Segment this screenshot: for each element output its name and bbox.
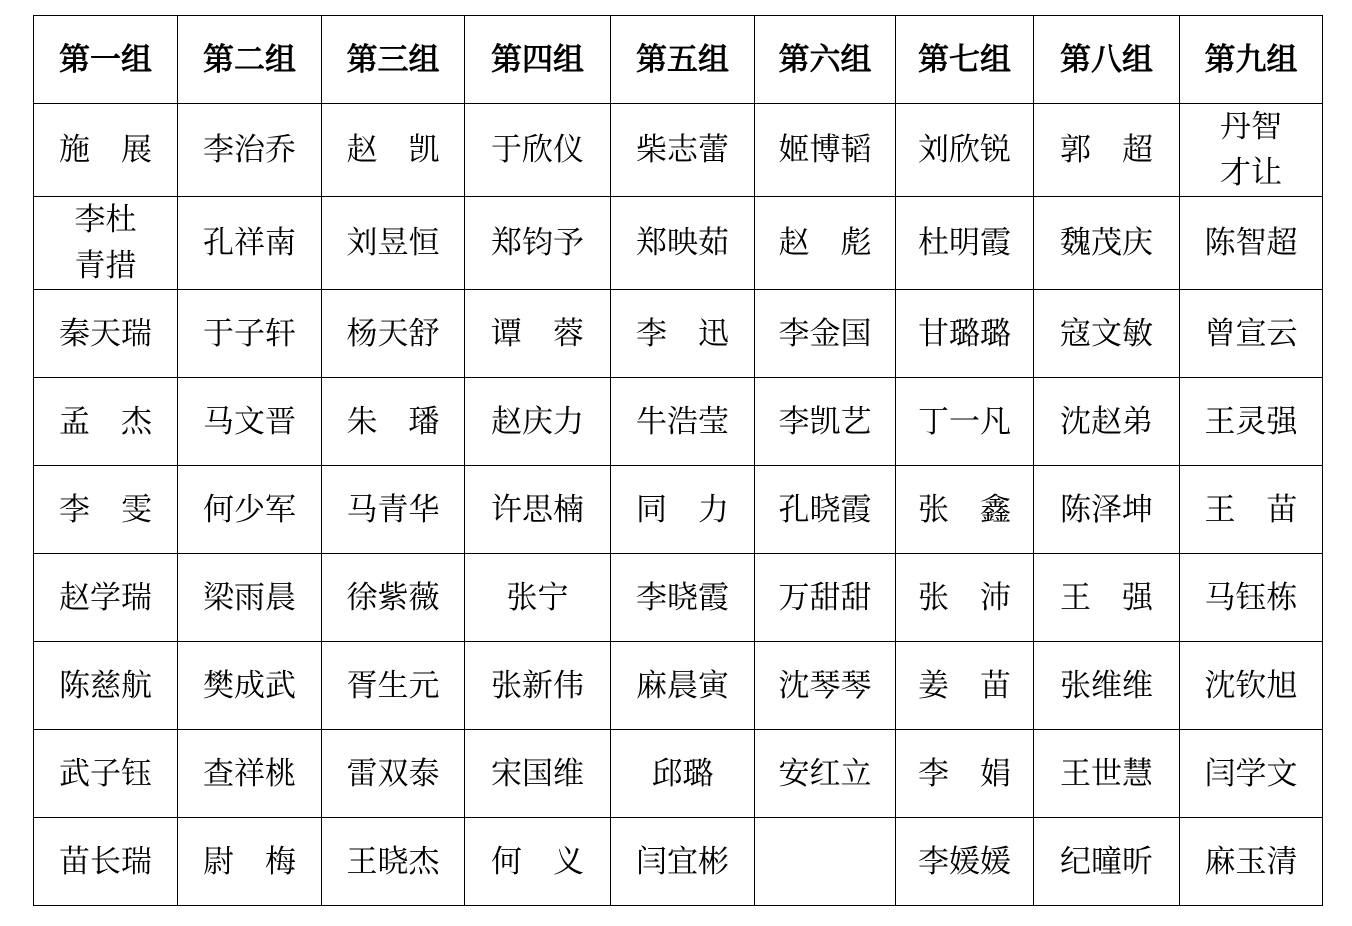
member-name: 雷双泰: [346, 755, 440, 792]
name-cell: [755, 730, 896, 818]
member-name: 张维维: [1060, 667, 1153, 704]
member-name: 何少军: [203, 491, 296, 528]
member-name: 沈琴琴: [778, 667, 872, 704]
member-name: 丹智 才让: [1220, 109, 1282, 191]
member-name: 孔祥南: [203, 225, 296, 261]
member-name: 张宁: [506, 579, 569, 616]
name-cell: [178, 642, 322, 730]
table-row: [34, 818, 1323, 906]
member-name: 郑映茹: [636, 225, 729, 261]
member-name: 闫学文: [1204, 755, 1298, 792]
group-roster-table: [33, 15, 1323, 906]
name-cell: [1180, 104, 1323, 197]
name-cell: [1180, 730, 1323, 818]
member-name: 何 义: [491, 843, 584, 880]
name-cell: [611, 290, 755, 378]
group-header-label: 第九组: [1204, 41, 1298, 78]
header-row: [34, 16, 1323, 104]
name-cell: [322, 378, 465, 466]
name-cell: [1034, 290, 1180, 378]
name-cell: [322, 642, 465, 730]
name-cell: [178, 378, 322, 466]
member-name: 李治乔: [203, 132, 296, 168]
member-name: 许思楠: [491, 491, 584, 528]
table-row: [34, 197, 1323, 290]
name-cell: [1180, 466, 1323, 554]
member-name: 甘璐璐: [918, 315, 1011, 352]
name-cell: [178, 818, 322, 906]
member-name: 李晓霞: [636, 579, 729, 616]
name-cell: [322, 730, 465, 818]
name-cell: [611, 378, 755, 466]
name-cell: [1034, 104, 1180, 197]
name-cell: [1034, 818, 1180, 906]
name-cell: [465, 466, 611, 554]
member-name: 孔晓霞: [778, 491, 872, 528]
group-header: [755, 16, 896, 104]
name-cell: [34, 378, 178, 466]
name-cell: [896, 104, 1034, 197]
name-cell: [896, 197, 1034, 290]
member-name: 宋国维: [491, 755, 584, 792]
name-cell: [1180, 554, 1323, 642]
member-name: 沈钦旭: [1204, 667, 1298, 704]
group-header-label: 第七组: [918, 41, 1011, 78]
member-name: 李杜 青措: [74, 202, 137, 284]
table-row: [34, 378, 1323, 466]
name-cell: [611, 818, 755, 906]
name-cell: [178, 554, 322, 642]
member-name: 牛浩莹: [636, 403, 729, 440]
member-name: 刘欣锐: [918, 132, 1011, 168]
member-name: 陈智超: [1204, 225, 1298, 261]
name-cell: [611, 104, 755, 197]
member-name: 李凯艺: [778, 403, 872, 440]
member-name: 梁雨晨: [203, 579, 296, 616]
name-cell: [34, 466, 178, 554]
member-name: 王晓杰: [346, 843, 440, 880]
name-cell: [1180, 818, 1323, 906]
name-cell: [178, 466, 322, 554]
name-cell: [322, 197, 465, 290]
name-cell: [465, 197, 611, 290]
name-cell: [896, 554, 1034, 642]
group-header: [465, 16, 611, 104]
name-cell: [896, 378, 1034, 466]
name-cell: [178, 290, 322, 378]
group-header: [322, 16, 465, 104]
name-cell: [34, 197, 178, 290]
name-cell: [34, 290, 178, 378]
name-cell: [755, 466, 896, 554]
name-cell: [896, 466, 1034, 554]
name-cell: [755, 197, 896, 290]
member-name: 魏茂庆: [1060, 225, 1153, 261]
name-cell: [322, 466, 465, 554]
member-name: 寇文敏: [1060, 315, 1153, 352]
table-row: [34, 104, 1323, 197]
name-cell: [755, 554, 896, 642]
name-cell: [322, 554, 465, 642]
name-cell: [322, 290, 465, 378]
member-name: 沈赵弟: [1060, 403, 1153, 440]
member-name: 武子钰: [59, 755, 152, 792]
group-header-label: 第六组: [778, 41, 872, 78]
name-cell: [896, 290, 1034, 378]
member-name: 苗长瑞: [59, 843, 152, 880]
member-name: 赵 凯: [346, 132, 440, 168]
table-row: [34, 290, 1323, 378]
member-name: 万甜甜: [778, 579, 872, 616]
member-name: 闫宜彬: [636, 843, 729, 880]
name-cell: [465, 378, 611, 466]
member-name: 邱璐: [651, 755, 714, 792]
member-name: 纪曈昕: [1060, 843, 1153, 880]
member-name: 郑钧予: [491, 225, 584, 261]
member-name: 徐紫薇: [346, 579, 440, 616]
member-name: 李 娟: [918, 755, 1011, 792]
table-row: [34, 730, 1323, 818]
member-name: 施 展: [59, 132, 152, 168]
member-name: 麻玉清: [1204, 843, 1298, 880]
group-header: [611, 16, 755, 104]
group-header: [1034, 16, 1180, 104]
member-name: 李 雯: [59, 491, 152, 528]
member-name: 于欣仪: [491, 132, 584, 168]
member-name: 张新伟: [491, 667, 584, 704]
name-cell: [1034, 378, 1180, 466]
member-name: 杨天舒: [346, 315, 440, 352]
roster-body: [34, 104, 1323, 906]
member-name: 秦天瑞: [59, 315, 152, 352]
member-name: 樊成武: [203, 667, 296, 704]
name-cell: [1180, 197, 1323, 290]
name-cell: [34, 818, 178, 906]
name-cell: [178, 104, 322, 197]
group-header: [178, 16, 322, 104]
name-cell: [178, 197, 322, 290]
name-cell: [322, 818, 465, 906]
member-name: 刘昱恒: [346, 225, 440, 261]
member-name: 麻晨寅: [636, 667, 729, 704]
member-name: 杜明霞: [918, 225, 1011, 261]
name-cell: [1034, 554, 1180, 642]
member-name: 陈慈航: [59, 667, 152, 704]
member-name: 李金国: [778, 315, 872, 352]
group-header: [34, 16, 178, 104]
name-cell: [34, 554, 178, 642]
name-cell: [896, 730, 1034, 818]
name-cell: [755, 642, 896, 730]
member-name: 姜 苗: [918, 667, 1011, 704]
member-name: 郭 超: [1060, 132, 1153, 168]
name-cell: [322, 104, 465, 197]
member-name: 同 力: [636, 491, 729, 528]
member-name: 姬博韬: [778, 132, 872, 168]
name-cell: [465, 554, 611, 642]
name-cell: [465, 290, 611, 378]
group-header-label: 第一组: [59, 41, 152, 78]
name-cell: [755, 378, 896, 466]
member-name: 安红立: [778, 755, 872, 792]
member-name: 王灵强: [1204, 403, 1298, 440]
name-cell: [465, 642, 611, 730]
member-name: 于子轩: [203, 315, 296, 352]
name-cell: [1180, 642, 1323, 730]
name-cell: [1180, 378, 1323, 466]
member-name: 王世慧: [1060, 755, 1153, 792]
table-row: [34, 642, 1323, 730]
name-cell: [755, 818, 896, 906]
group-header: [896, 16, 1034, 104]
name-cell: [896, 642, 1034, 730]
name-cell: [1034, 466, 1180, 554]
member-name: 查祥桃: [203, 755, 296, 792]
name-cell: [465, 818, 611, 906]
member-name: 朱 璠: [346, 403, 440, 440]
name-cell: [611, 554, 755, 642]
name-cell: [611, 730, 755, 818]
member-name: 赵庆力: [491, 403, 584, 440]
member-name: 李媛媛: [918, 843, 1011, 880]
group-header-label: 第四组: [491, 41, 584, 78]
member-name: 柴志蕾: [636, 132, 729, 168]
name-cell: [1034, 730, 1180, 818]
name-cell: [34, 730, 178, 818]
member-name: 马文晋: [203, 403, 296, 440]
name-cell: [611, 642, 755, 730]
name-cell: [1180, 290, 1323, 378]
name-cell: [34, 104, 178, 197]
name-cell: [465, 104, 611, 197]
group-header: [1180, 16, 1323, 104]
member-name: 曾宣云: [1204, 315, 1298, 352]
name-cell: [611, 466, 755, 554]
member-name: 王 强: [1060, 579, 1153, 616]
name-cell: [1034, 197, 1180, 290]
name-cell: [34, 642, 178, 730]
member-name: 胥生元: [346, 667, 440, 704]
name-cell: [896, 818, 1034, 906]
member-name: 谭 蓉: [491, 315, 584, 352]
member-name: 孟 杰: [59, 403, 152, 440]
group-header-label: 第二组: [203, 41, 296, 78]
table-row: [34, 466, 1323, 554]
member-name: 尉 梅: [203, 843, 296, 880]
table-row: [34, 554, 1323, 642]
member-name: 张 沛: [918, 579, 1011, 616]
name-cell: [178, 730, 322, 818]
name-cell: [755, 290, 896, 378]
name-cell: [465, 730, 611, 818]
member-name: 赵 彪: [778, 225, 872, 261]
group-header-label: 第八组: [1060, 41, 1153, 78]
member-name: 张 鑫: [918, 491, 1011, 528]
group-header-label: 第五组: [636, 41, 729, 78]
group-header-label: 第三组: [346, 41, 440, 78]
member-name: 陈泽坤: [1060, 491, 1153, 528]
name-cell: [755, 104, 896, 197]
member-name: 赵学瑞: [59, 579, 152, 616]
member-name: 丁一凡: [918, 403, 1011, 440]
member-name: 李 迅: [636, 315, 729, 352]
member-name: 马钰栋: [1204, 579, 1298, 616]
name-cell: [1034, 642, 1180, 730]
name-cell: [611, 197, 755, 290]
member-name: 马青华: [346, 491, 440, 528]
member-name: 王 苗: [1204, 491, 1298, 528]
